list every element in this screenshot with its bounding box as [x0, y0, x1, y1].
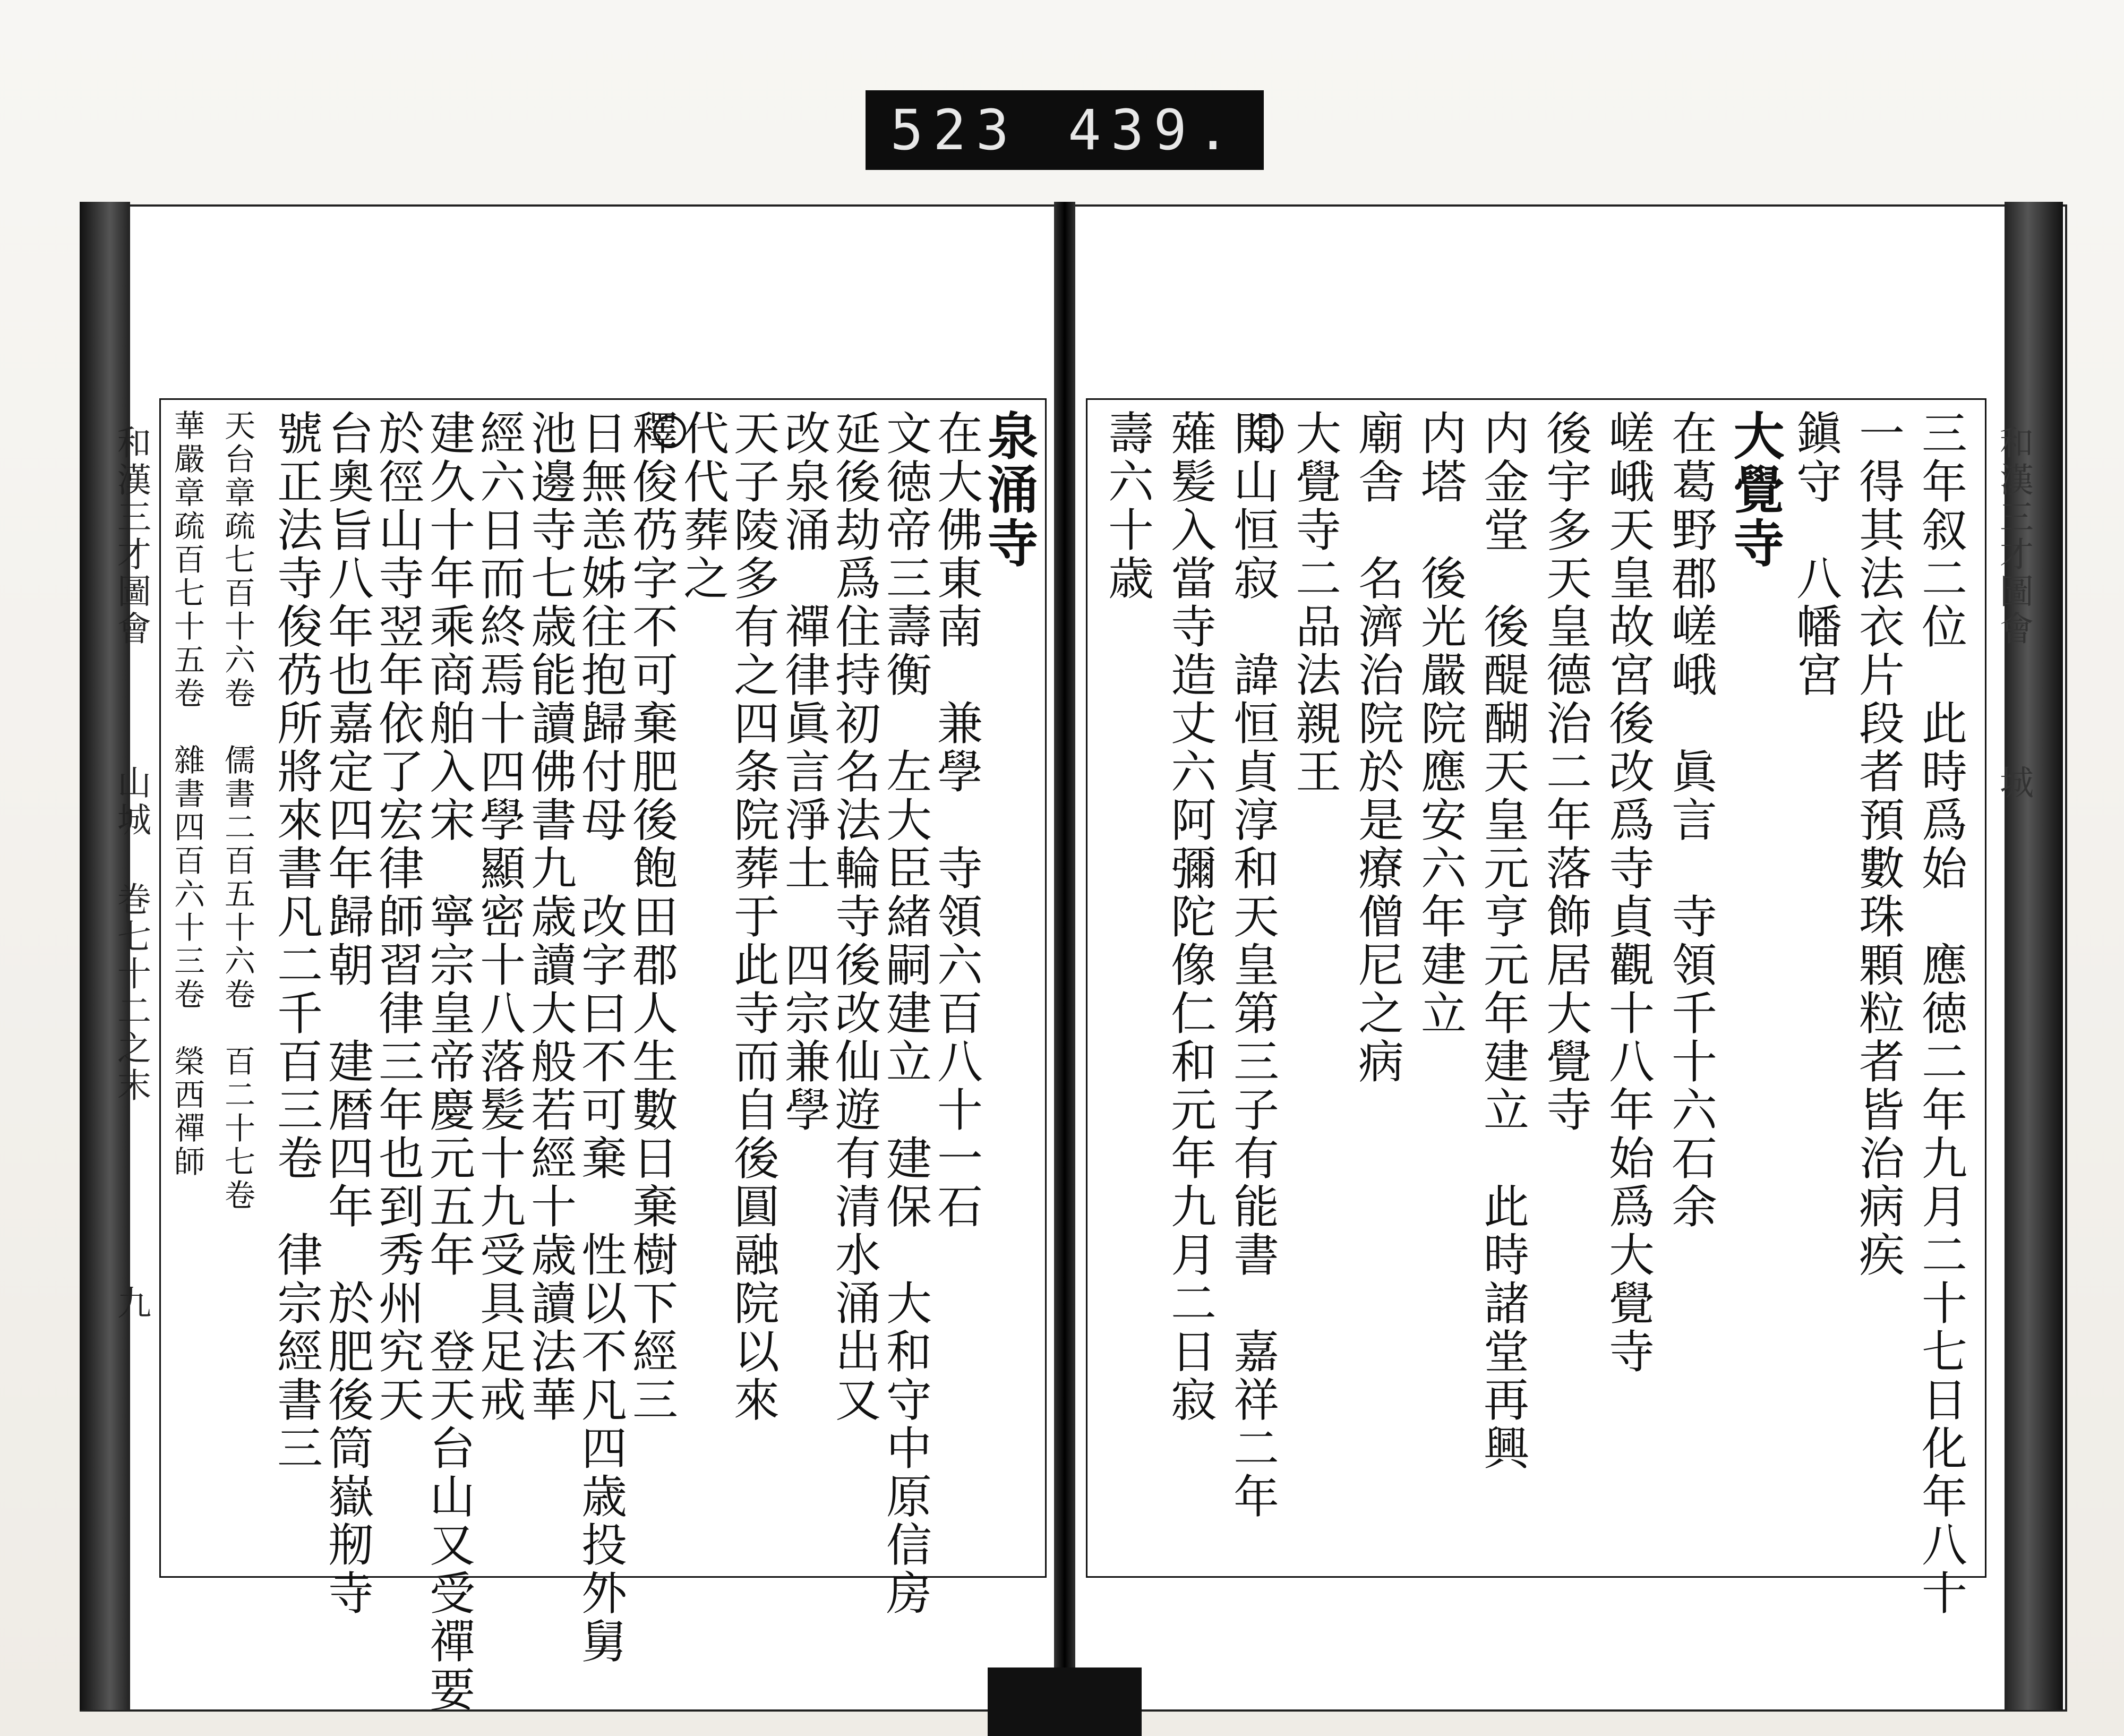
text-column: 廟舎 名濟治院於是療僧尼之病 — [1350, 409, 1403, 1086]
text-column: 釋俊芿字不可棄肥後飽田郡人生數日棄樹下經三 — [624, 409, 678, 1424]
text-column: 三年叙二位 此時爲始 應徳二年九月二十七日化年八十 — [1914, 409, 1967, 1618]
text-column: 池邊寺七歳能讀佛書九歳讀大般若經十歳讀法華 — [523, 409, 576, 1424]
left-margin-page-number: 九 — [112, 1285, 151, 1322]
right-margin-volume: 城 — [1994, 765, 2033, 802]
text-column: 在大佛東南 兼學 寺領六百八十一石 — [929, 409, 982, 1231]
text-column: 經六日而終焉十四學顯密十八落髪十九受具足戒 — [472, 409, 525, 1424]
entry-heading-column: 泉涌寺 — [979, 409, 1039, 570]
left-margin-volume: 山城 巻七十二之末 — [112, 765, 151, 1105]
text-column: 天台章疏七百十六卷 儒書二百五十六卷 百二十七卷 — [219, 409, 255, 1212]
section-circle-mark — [1251, 415, 1283, 448]
text-column: 鎭守 八幡宮 — [1788, 409, 1842, 699]
text-column: 壽六十歳 — [1100, 409, 1153, 603]
text-column: 改泉涌 禪律眞言淨土 四宗兼學 — [777, 409, 830, 1134]
text-column: 號正法寺俊芿所將來書凡二千百三卷 律宗經書三 — [269, 409, 322, 1473]
text-column: 文徳帝三壽衡 左大臣緒嗣建立 建保 大和守中原信房 — [878, 409, 931, 1618]
text-column: 代代葬之 — [675, 409, 729, 603]
text-column: 内金堂 後醍醐天皇元亨元年建立 此時諸堂再興 — [1476, 409, 1529, 1473]
text-column: 後宇多天皇德治二年落飾居大覺寺 — [1538, 409, 1591, 1134]
text-column: 大覺寺二品法親王 — [1288, 409, 1341, 796]
entry-heading-column: 大覺寺 — [1725, 409, 1785, 570]
section-circle-mark — [653, 415, 686, 448]
text-column: 薙髪入當寺造丈六阿彌陀像仁和元年九月二日寂 — [1163, 409, 1216, 1424]
film-frame-label — [866, 90, 1264, 170]
right-text-frame — [1086, 398, 1986, 1618]
film-number-left: 523 — [890, 98, 1019, 163]
text-column: 内塔 後光嚴院應安六年建立 — [1413, 409, 1466, 1038]
text-column: 建久十年乘商舶入宋 寧宗皇帝慶元五年 登天台山又受禪要 — [422, 409, 475, 1714]
text-column: 於徑山寺翌年依了宏律師習律三年也到秀州究天 — [371, 409, 424, 1424]
text-column: 一得其法衣片段者預數珠顆粒者皆治病疾 — [1851, 409, 1904, 1279]
right-margin-title: 和漢三才圖會 — [1994, 425, 2033, 648]
left-text-frame — [159, 398, 1047, 1714]
text-column: 台奧旨八年也嘉定四年歸朝 建暦四年 於肥後筒嶽剏寺 — [320, 409, 373, 1618]
text-column: 在葛野郡嵯峨 眞言 寺領千十六石余 — [1664, 409, 1717, 1231]
text-column: 華嚴章疏百七十五卷 雜書四百六十三卷 榮西禪師 — [169, 409, 205, 1179]
film-number-right: 439. — [1068, 98, 1239, 163]
text-column: 延後劫爲住持初名法輪寺後改仙遊有清水涌出又 — [827, 409, 880, 1424]
text-column: 天子陵多有之四条院葬于此寺而自後圓融院以來 — [726, 409, 779, 1424]
text-column: 開山恒寂 諱恒貞淳和天皇第三子有能書 嘉祥二年 — [1226, 409, 1279, 1521]
text-column: 日無恙姊往抱歸付母 改字曰不可棄 性以不凡四歳投外舅 — [573, 409, 627, 1666]
book-holder-clip — [988, 1667, 1142, 1736]
text-column: 嵯峨天皇故宮後改爲寺貞觀十八年始爲大覺寺 — [1601, 409, 1654, 1376]
book-gutter — [1054, 202, 1075, 1710]
left-margin-title: 和漢三才圖會 — [112, 425, 151, 648]
